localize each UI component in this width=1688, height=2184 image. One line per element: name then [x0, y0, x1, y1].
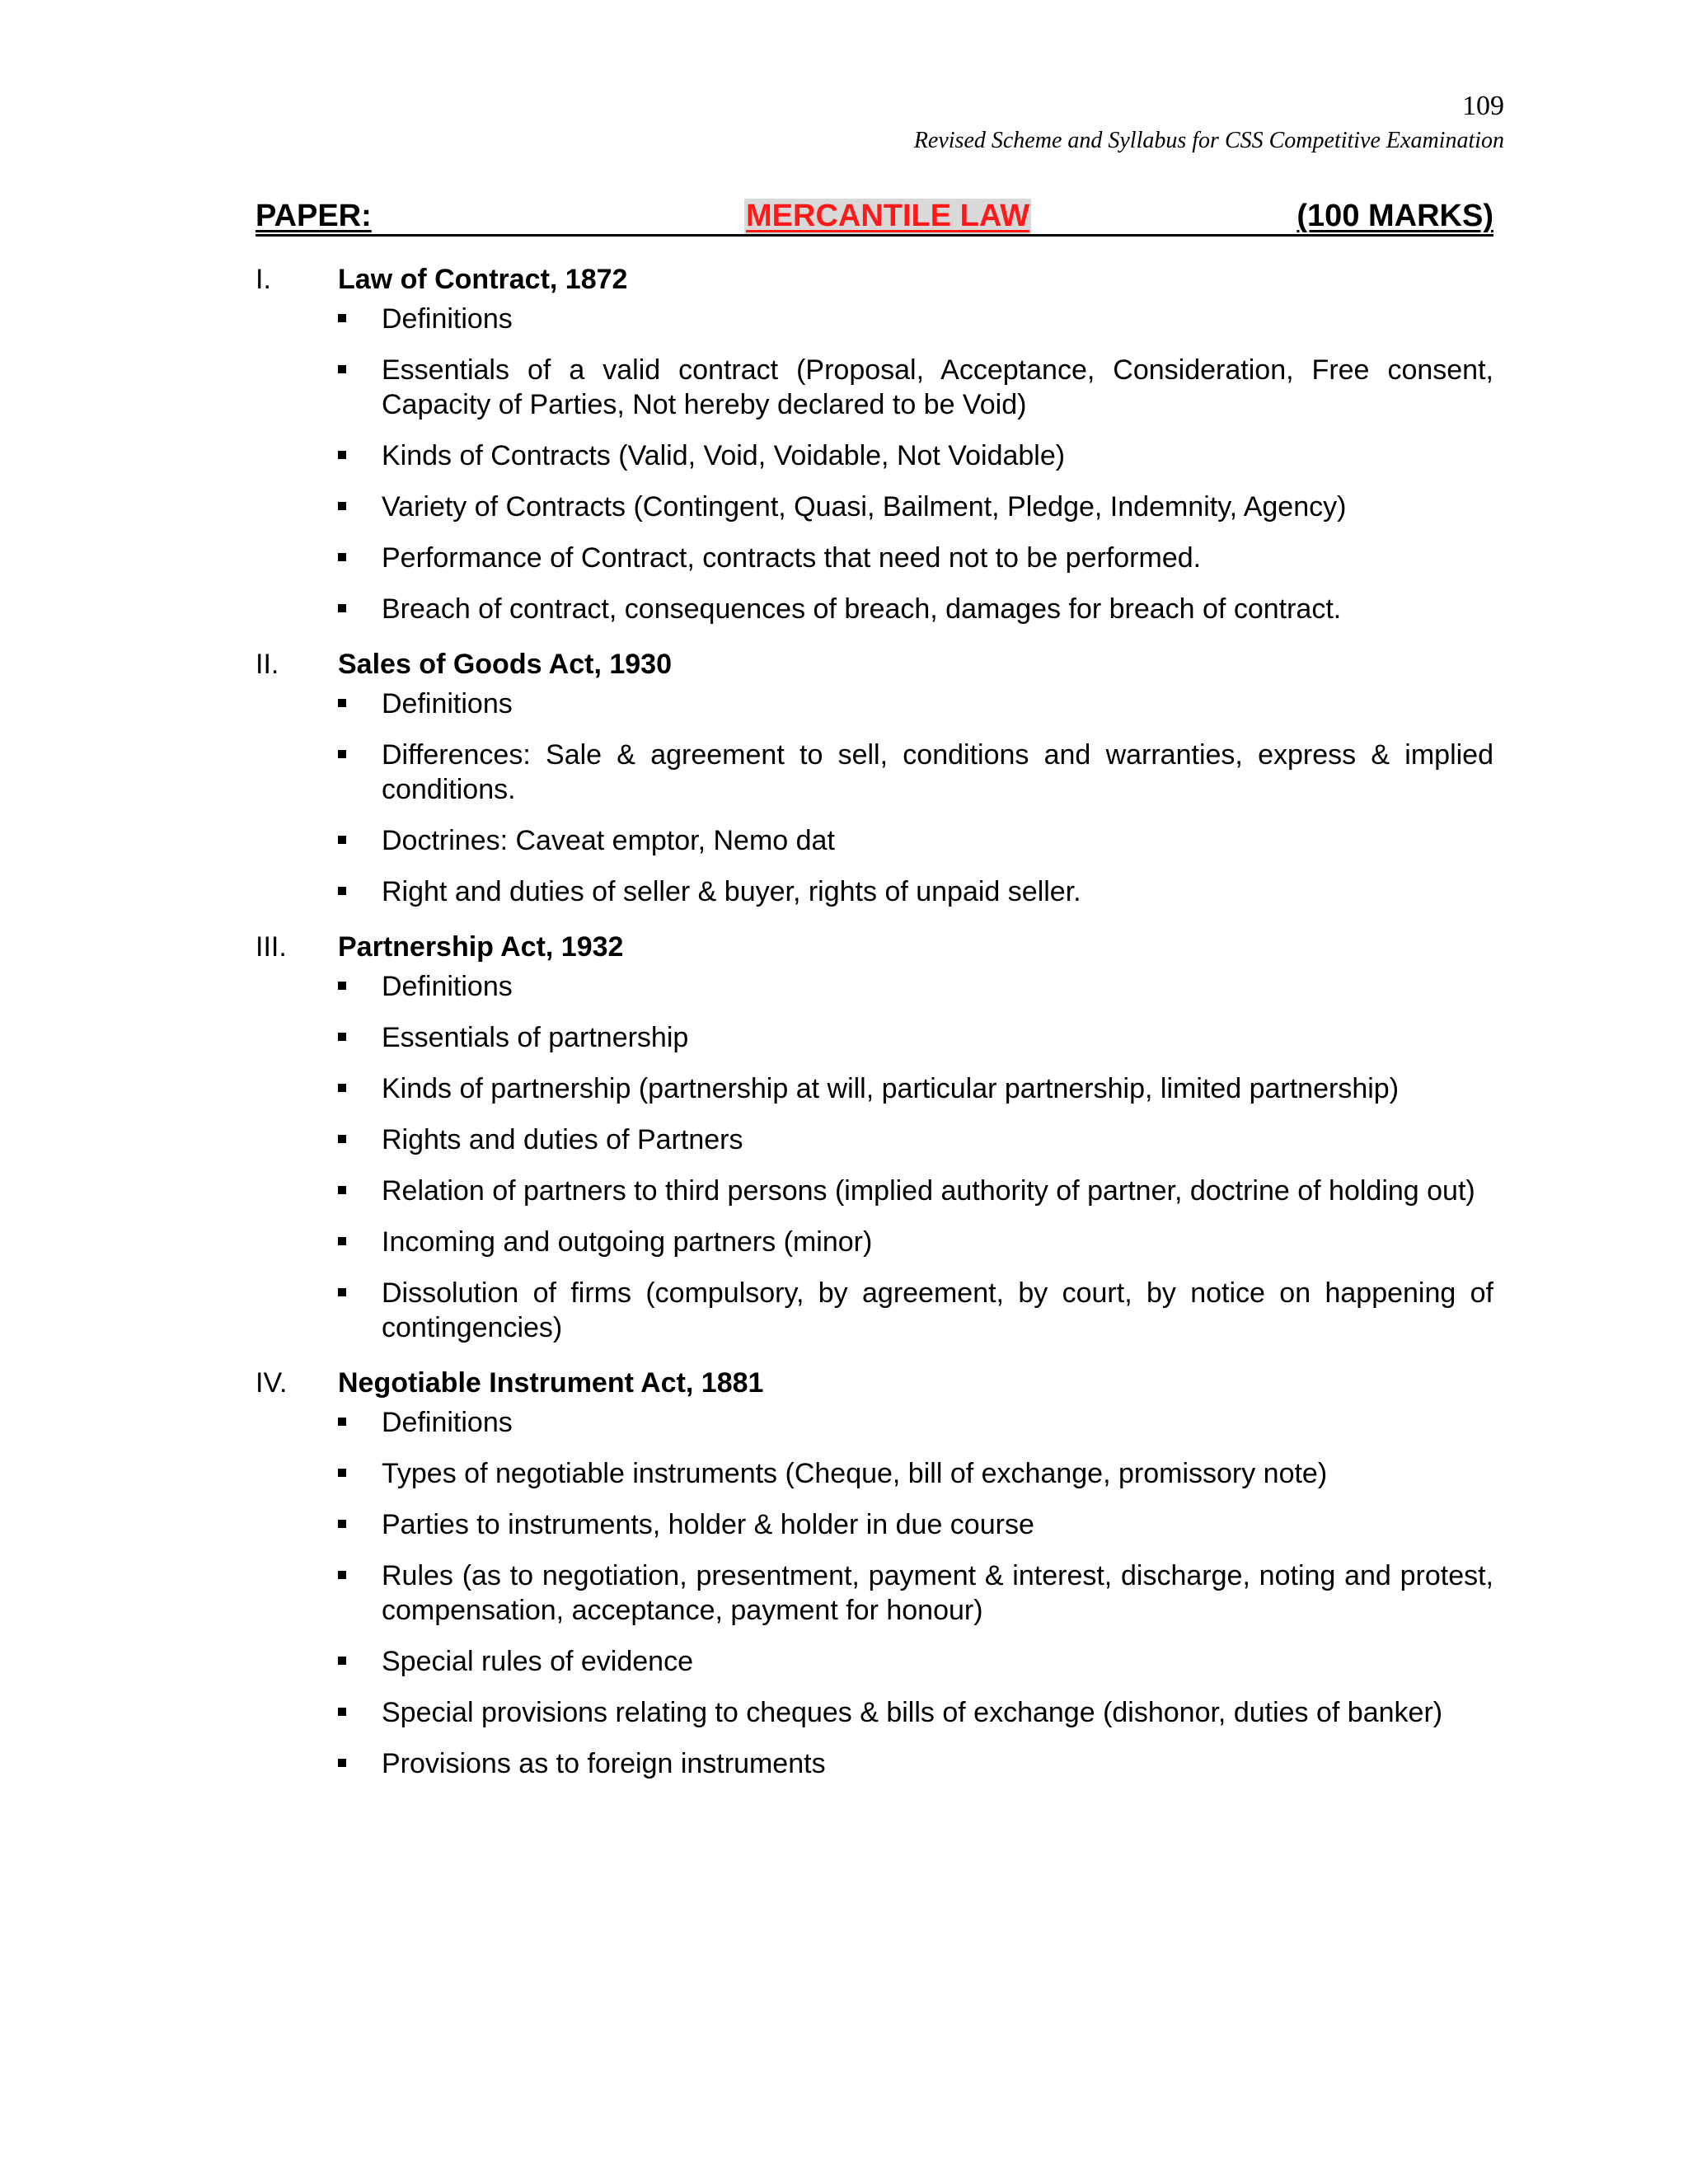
list-item: Doctrines: Caveat emptor, Nemo dat: [382, 823, 1493, 858]
running-header: Revised Scheme and Syllabus for CSS Competitive Examination: [913, 128, 1504, 153]
section-title: Partnership Act, 1932: [338, 931, 624, 963]
list-item: Definitions: [382, 969, 1493, 1004]
topic-list: [256, 302, 1493, 626]
paper-subject: MERCANTILE LAW: [746, 199, 1030, 233]
syllabus-content: [256, 262, 1493, 1802]
paper-label: PAPER:: [256, 199, 372, 233]
list-item: Rules (as to negotiation, presentment, payment & interest, discharge, noting and protest, compensation, acceptance, payment for honour): [382, 1560, 1493, 1626]
list-item: Performance of Contract, contracts that need not to be performed.: [382, 541, 1493, 575]
topic-list: [256, 969, 1493, 1345]
topic-list: [256, 1405, 1493, 1781]
list-item: Provisions as to foreign instruments: [382, 1746, 1493, 1781]
section-numeral: IV.: [256, 1367, 288, 1399]
list-item: Definitions: [382, 1405, 1493, 1440]
section-title: Negotiable Instrument Act, 1881: [338, 1367, 764, 1399]
list-item: Types of negotiable instruments (Cheque, bill of exchange, promissory note): [382, 1456, 1493, 1491]
section-title: Law of Contract, 1872: [338, 264, 628, 295]
section-heading: [256, 1366, 1493, 1405]
paper-marks: (100 MARKS): [1296, 199, 1493, 233]
list-item: Dissolution of firms (compulsory, by agreement, by court, by notice on happening of contingencies): [382, 1277, 1493, 1343]
list-item: Essentials of a valid contract (Proposal, Acceptance, Consideration, Free consent, Capacity of Parties, Not hereby declared to be Void): [382, 354, 1493, 420]
section-numeral: II.: [256, 649, 279, 680]
paper-title-line: [256, 191, 1493, 237]
topic-list: [256, 687, 1493, 909]
section-heading: [256, 647, 1493, 687]
list-item: Kinds of Contracts (Valid, Void, Voidable, Not Voidable): [382, 438, 1493, 473]
page-number: 109: [1462, 91, 1504, 121]
list-item: Right and duties of seller & buyer, rights of unpaid seller.: [382, 874, 1493, 909]
list-item: Parties to instruments, holder & holder in due course: [382, 1507, 1493, 1542]
section-numeral: III.: [256, 931, 287, 963]
list-item: Rights and duties of Partners: [382, 1122, 1493, 1157]
section: [256, 930, 1493, 1345]
section: [256, 262, 1493, 626]
section: [256, 1366, 1493, 1781]
list-item: Essentials of partnership: [382, 1020, 1493, 1055]
section-numeral: I.: [256, 264, 271, 295]
list-item: Special provisions relating to cheques & bills of exchange (dishonor, duties of banker): [382, 1695, 1493, 1730]
list-item: Variety of Contracts (Contingent, Quasi, Bailment, Pledge, Indemnity, Agency): [382, 490, 1493, 524]
list-item: Kinds of partnership (partnership at will, particular partnership, limited partnership): [382, 1071, 1493, 1106]
list-item: Definitions: [382, 687, 1493, 721]
section-heading: [256, 262, 1493, 302]
list-item: Incoming and outgoing partners (minor): [382, 1225, 1493, 1259]
section-title: Sales of Goods Act, 1930: [338, 649, 672, 680]
list-item: Definitions: [382, 302, 1493, 336]
list-item: Special rules of evidence: [382, 1644, 1493, 1679]
list-item: Differences: Sale & agreement to sell, conditions and warranties, express & implied conditions.: [382, 739, 1493, 805]
list-item: Breach of contract, consequences of breach, damages for breach of contract.: [382, 592, 1493, 626]
section-heading: [256, 930, 1493, 969]
section: [256, 647, 1493, 909]
list-item: Relation of partners to third persons (implied authority of partner, doctrine of holding out): [382, 1174, 1493, 1208]
